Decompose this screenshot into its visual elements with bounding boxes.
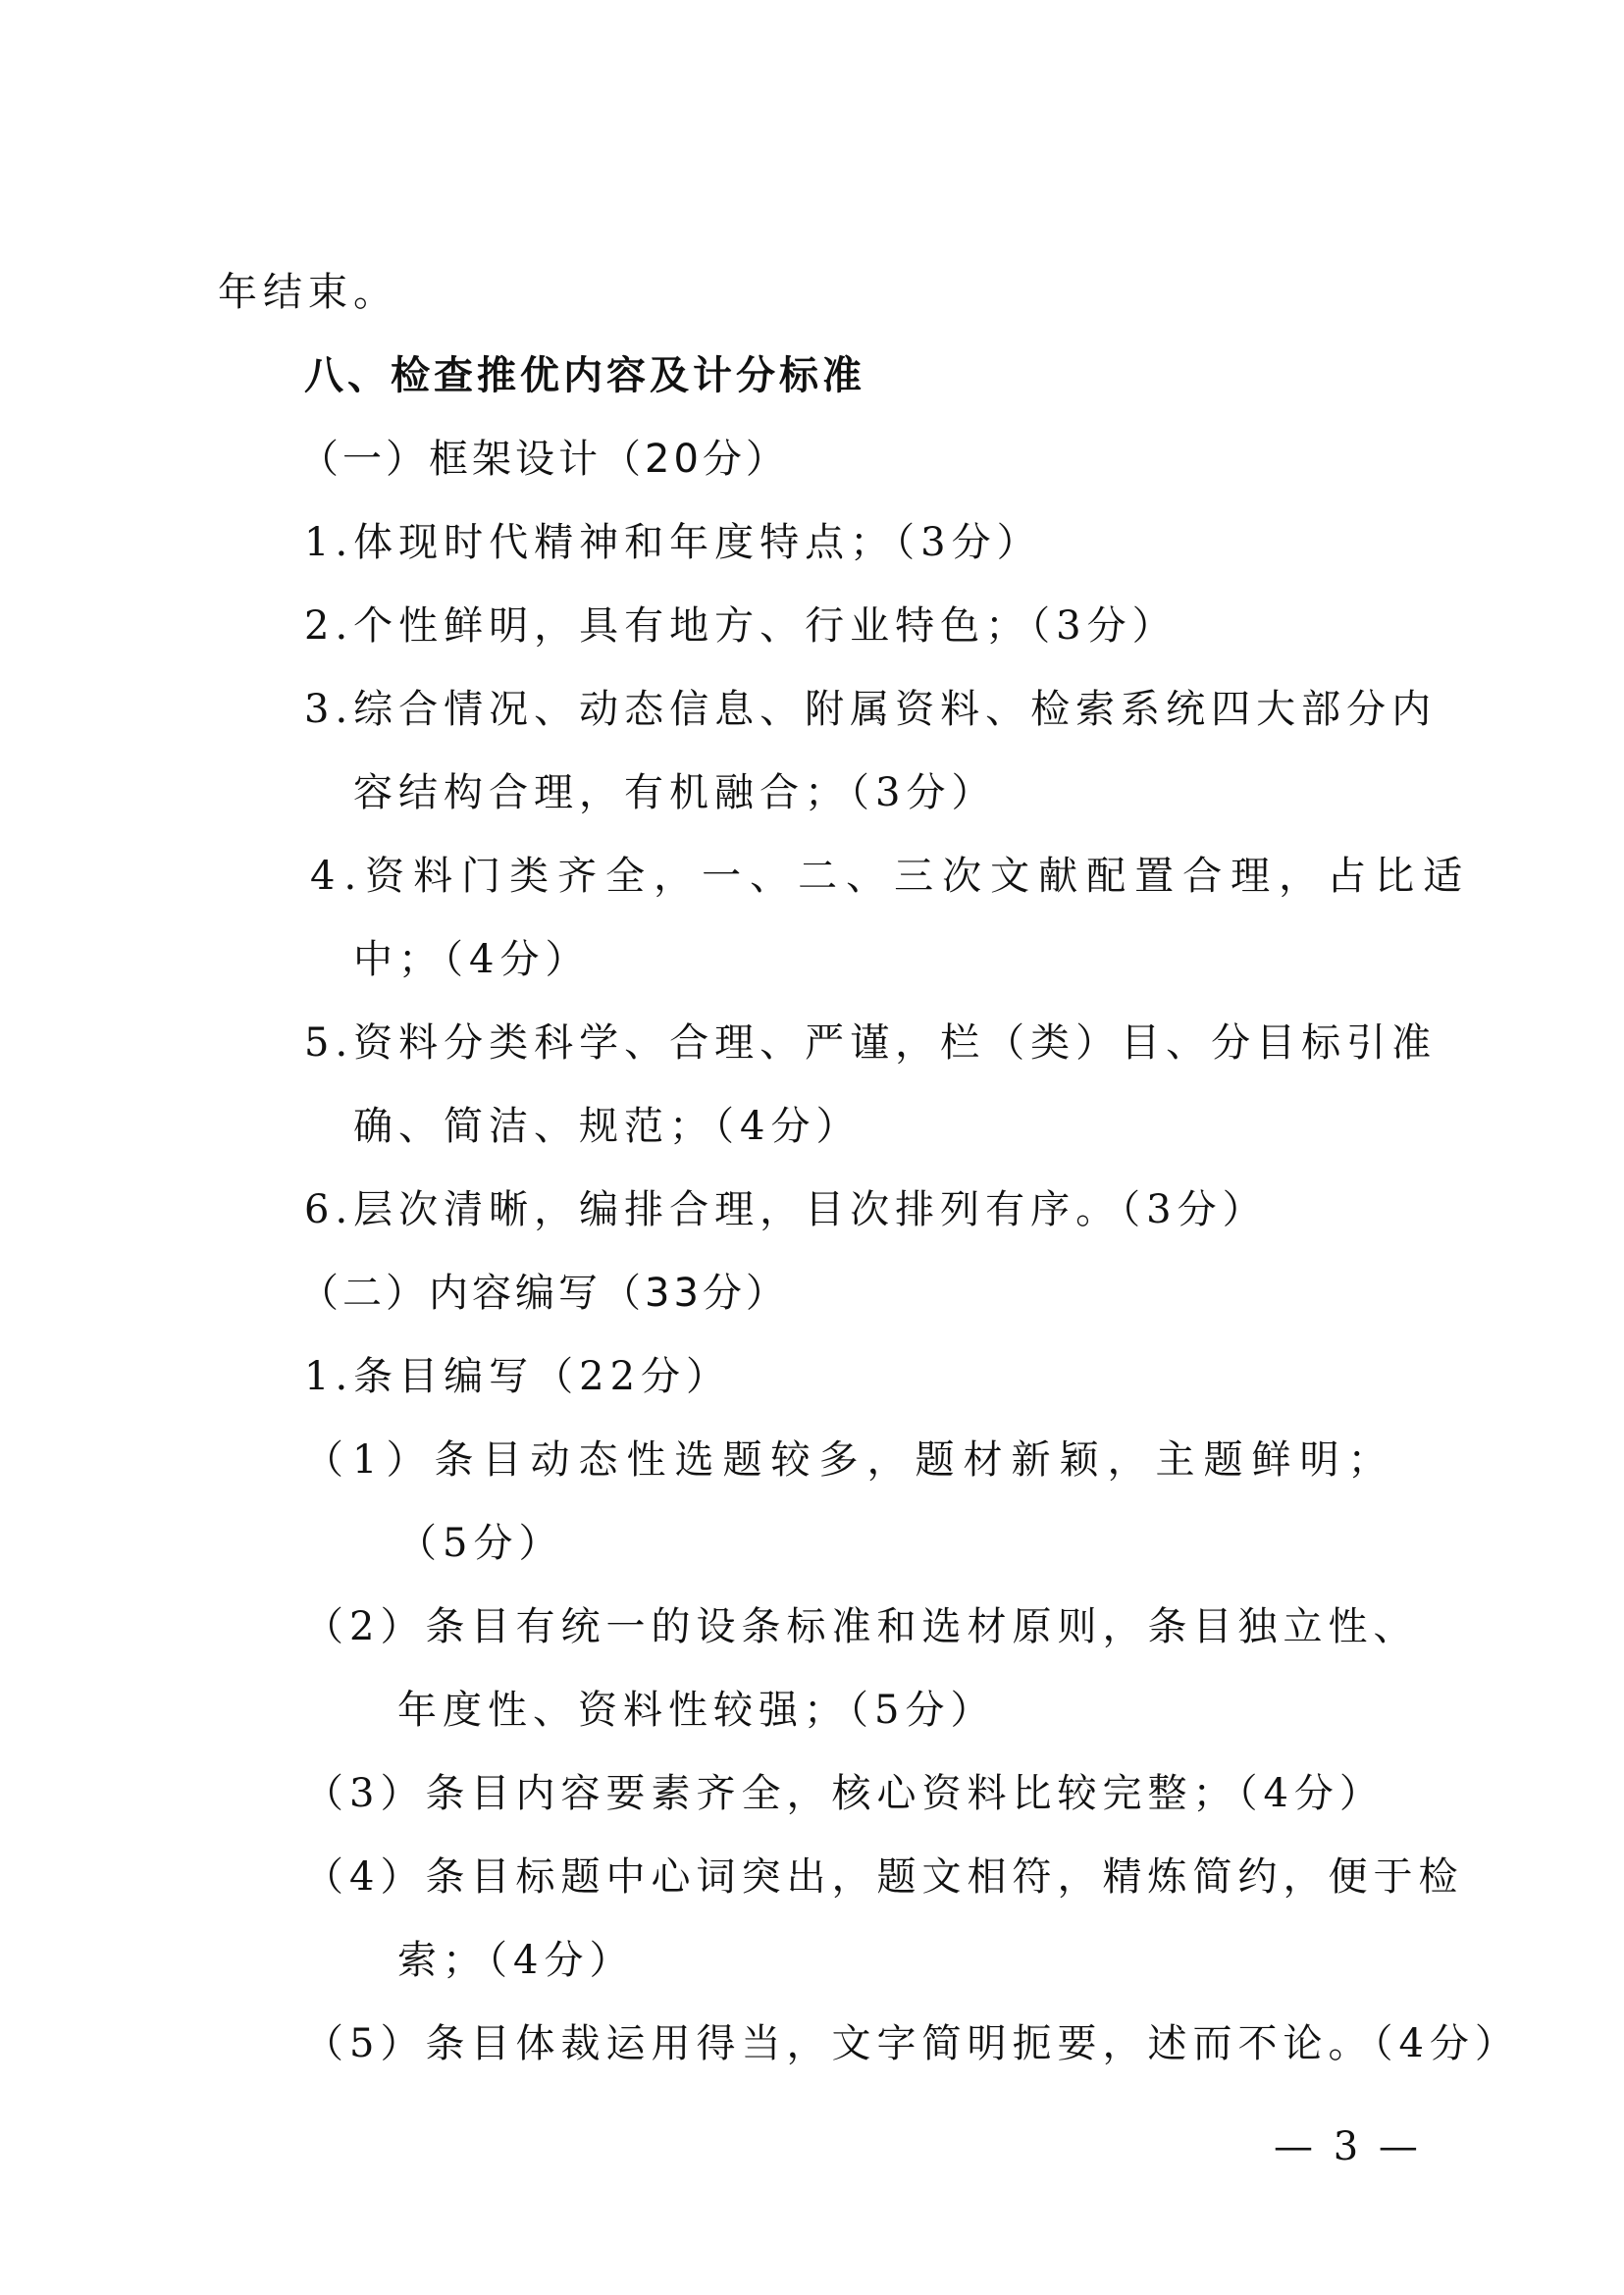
- list-item-continuation: 容结构合理，有机融合；（3分）: [353, 770, 997, 815]
- sub-list-item: （3）条目内容要素齐全，核心资料比较完整；（4分）: [304, 1771, 1385, 1816]
- sub-list-item: （5）条目体裁运用得当，文字简明扼要，述而不论。（4分）: [304, 2021, 1520, 2066]
- sub-list-item-continuation: 索；（4分）: [397, 1938, 635, 1983]
- list-item: 5.资料分类科学、合理、严谨，栏（类）目、分目标引准: [304, 1020, 1438, 1066]
- paragraph-continuation: 年结束。: [218, 270, 398, 315]
- page-number: — 3 —: [1274, 2124, 1422, 2169]
- list-item: 1.条目编写（22分）: [304, 1354, 732, 1399]
- list-item-continuation: 中；（4分）: [353, 937, 591, 982]
- sub-list-item: （4）条目标题中心词突出，题文相符，精炼简约，便于检: [304, 1854, 1464, 1900]
- list-item: 2.个性鲜明，具有地方、行业特色；（3分）: [304, 603, 1178, 649]
- sub-list-item-continuation: 年度性、资料性较强；（5分）: [397, 1688, 996, 1733]
- subsection-heading-framework: （一）框架设计（20分）: [299, 437, 789, 482]
- sub-list-item: （1）条目动态性选题较多，题材新颖，主题鲜明；: [304, 1437, 1396, 1483]
- list-item-continuation: 确、简洁、规范；（4分）: [353, 1104, 862, 1149]
- sub-list-item-continuation: （5分）: [397, 1521, 564, 1566]
- list-item: 6.层次清晰，编排合理，目次排列有序。（3分）: [304, 1187, 1268, 1232]
- sub-list-item: （2）条目有统一的设条标准和选材原则，条目独立性、: [304, 1604, 1419, 1649]
- section-heading: 八、检查推优内容及计分标准: [304, 353, 865, 398]
- list-item: 1.体现时代精神和年度特点；（3分）: [304, 520, 1042, 565]
- list-item: 3.综合情况、动态信息、附属资料、检索系统四大部分内: [304, 687, 1438, 732]
- list-item: 4.资料门类齐全，一、二、三次文献配置合理，占比适: [310, 854, 1472, 899]
- subsection-heading-content: （二）内容编写（33分）: [299, 1271, 789, 1316]
